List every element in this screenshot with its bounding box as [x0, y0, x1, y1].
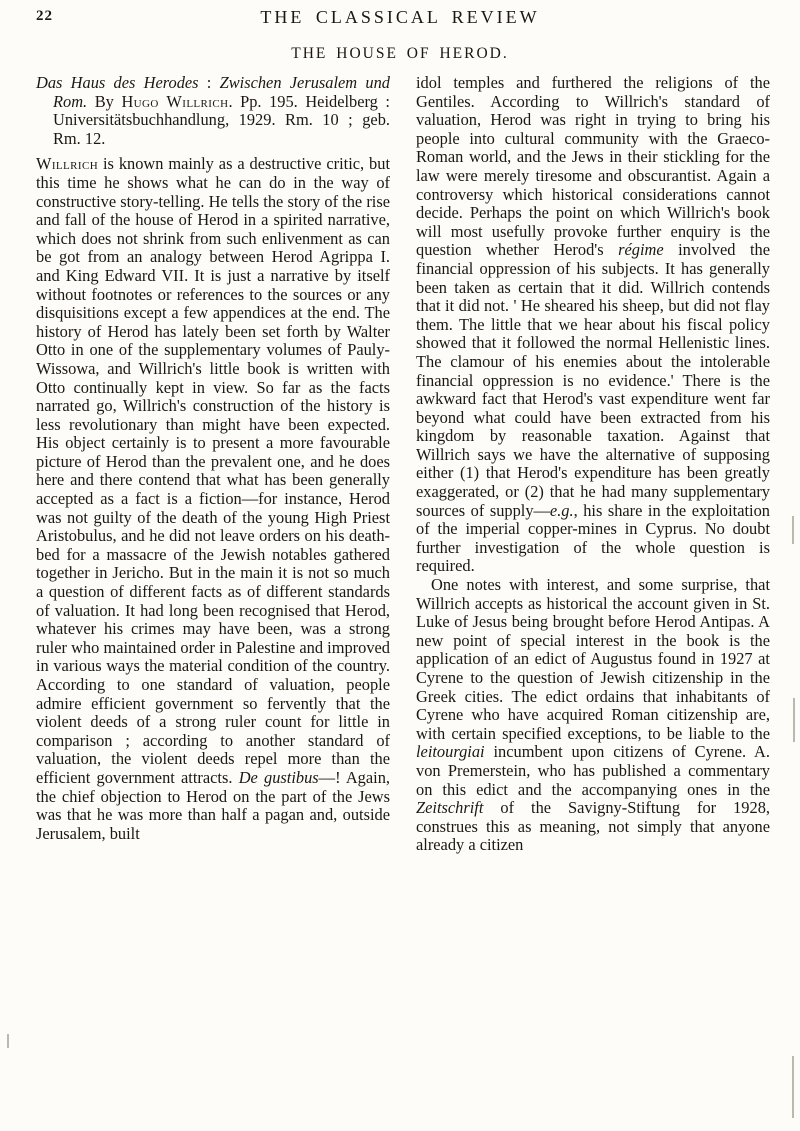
left-column	[36, 74, 390, 855]
text-segment: By	[87, 91, 122, 111]
text-segment: . Pp. 195. Heidelberg : Universitätsbuchhandlung, 1929. Rm. 10 ; geb. Rm. 12.	[53, 91, 390, 148]
page-number: 22	[36, 8, 53, 24]
scan-artifact	[793, 698, 795, 742]
paragraph	[416, 74, 770, 576]
scan-artifact	[792, 516, 794, 544]
right-column	[416, 74, 770, 855]
text-segment: e.g.	[549, 500, 574, 520]
text-segment: incumbent upon citizens of Cyrene. A. von Premerstein, who has published a commentary on this edict and the accompanying ones in the	[416, 742, 770, 799]
scan-artifact	[7, 1034, 9, 1048]
text-segment: leitourgiai	[416, 742, 485, 762]
page-header	[0, 0, 800, 28]
text-segment: Willrich	[36, 154, 99, 174]
text-segment: —! Again, the chief objection to Herod on the part of the Jews was that he was more than half a pagan and, outside Jerusalem, built	[36, 767, 390, 843]
text-segment: Zeitschrift	[416, 798, 484, 818]
text-segment: , his share in the exploitation of the imperial copper-mines in Cyprus. No doubt further investigation of the whole question is required.	[416, 500, 770, 576]
scan-artifact	[792, 1056, 794, 1118]
paragraph	[416, 576, 770, 855]
paragraph	[36, 155, 390, 843]
text-segment: De gustibus	[238, 767, 319, 787]
text-segment: of the Savigny-Stiftung for 1928, construes this as meaning, not simply that anyone already a citizen	[416, 798, 770, 855]
journal-title: THE CLASSICAL REVIEW	[260, 7, 540, 27]
text-segment: Das Haus des Herodes	[36, 73, 199, 92]
text-segment: involved the financial oppression of his subjects. It has generally been taken as certain that it did. Willrich contends that it did not. ' He sheared his sheep, but did not flay them. The little that we hear about his fiscal policy showed that it followed the normal Hellenistic lines. The clamour of his enemies about the intolerable financial oppression is no evidence.' There is the awkward fact that Herod's vast expenditure went far beyond what could have been extracted from his kingdom by reasonable taxation. Against that Willrich says we have the alternative of supposing either (1) that Herod's expenditure has been greatly exaggerated, or (2) that he had many supplementary sources of supply—	[416, 240, 770, 520]
text-segment: régime	[618, 240, 664, 260]
text-segment: idol temples and furthered the religions of the Gentiles. According to Willrich's standard of valuation, Herod was right in trying to bring his people into cultural community with the Graeco-Roman world, and the Jews in their stickling for the law were merely tiresome and obscurantist. Again a controversy which historical considerations cannot decide. Perhaps the point on which Willrich's book will most usefully provoke further enquiry is the question whether Herod's	[416, 73, 770, 260]
text-segment: Hugo Willrich	[121, 91, 229, 111]
text-columns	[0, 74, 800, 855]
text-segment: :	[198, 73, 220, 92]
text-segment: is known mainly as a destructive critic, but this time he shows what he can do in the way of constructive story-telling. He tells the story of the rise and fall of the house of Herod in a spirited narrative, which does not shrink from such enlivenment as can be got from an analogy between Herod Agrippa I. and King Edward VII. It is just a narrative by itself without footnotes or references to the sources or any disquisitions except a few appendices at the end. The history of Herod has lately been set forth by Walter Otto in one of the supplementary volumes of Pauly-Wissowa, and Willrich's little book is written with Otto continually kept in view. So far as the facts narrated go, Willrich's construction of the history is less revolutionary than might have been expected. His object certainly is to present a more favourable picture of Herod than the prevalent one, and he does here and there contend that what has been generally accepted as a fact is a fiction—for instance, Herod was not guilty of the death of the young High Priest Aristobulus, and he did not leave orders on his death-bed for a massacre of the Jewish notables gathered together in Jericho. But in the main it is not so much a question of different facts as of different standards of valuation. It had long been recognised that Herod, whatever his crimes may have been, was a strong ruler who maintained order in Palestine and improved in various ways the material condition of the country. According to one standard of valuation, people admire efficient government so fervently that the violent deeds of a strong ruler count for little in comparison ; according to another standard of valuation, the violent deeds repel more than the efficient government attracts.	[36, 154, 390, 787]
text-segment: Zwischen Jerusalem und Rom.	[53, 73, 390, 111]
citation	[36, 74, 390, 148]
article-title: THE HOUSE OF HEROD.	[291, 45, 509, 62]
text-segment: One notes with interest, and some surprise, that Willrich accepts as historical the account given in St. Luke of Jesus being brought before Herod Antipas. A new point of special interest in the book is the application of an edict of Augustus found in 1927 at Cyrene to the question of Jewish citizenship in the Greek cities. The edict ordains that inhabitants of Cyrene who have acquired Roman citizenship are, with certain specified exceptions, to be liable to the	[416, 575, 770, 743]
left-column-body	[36, 155, 390, 843]
